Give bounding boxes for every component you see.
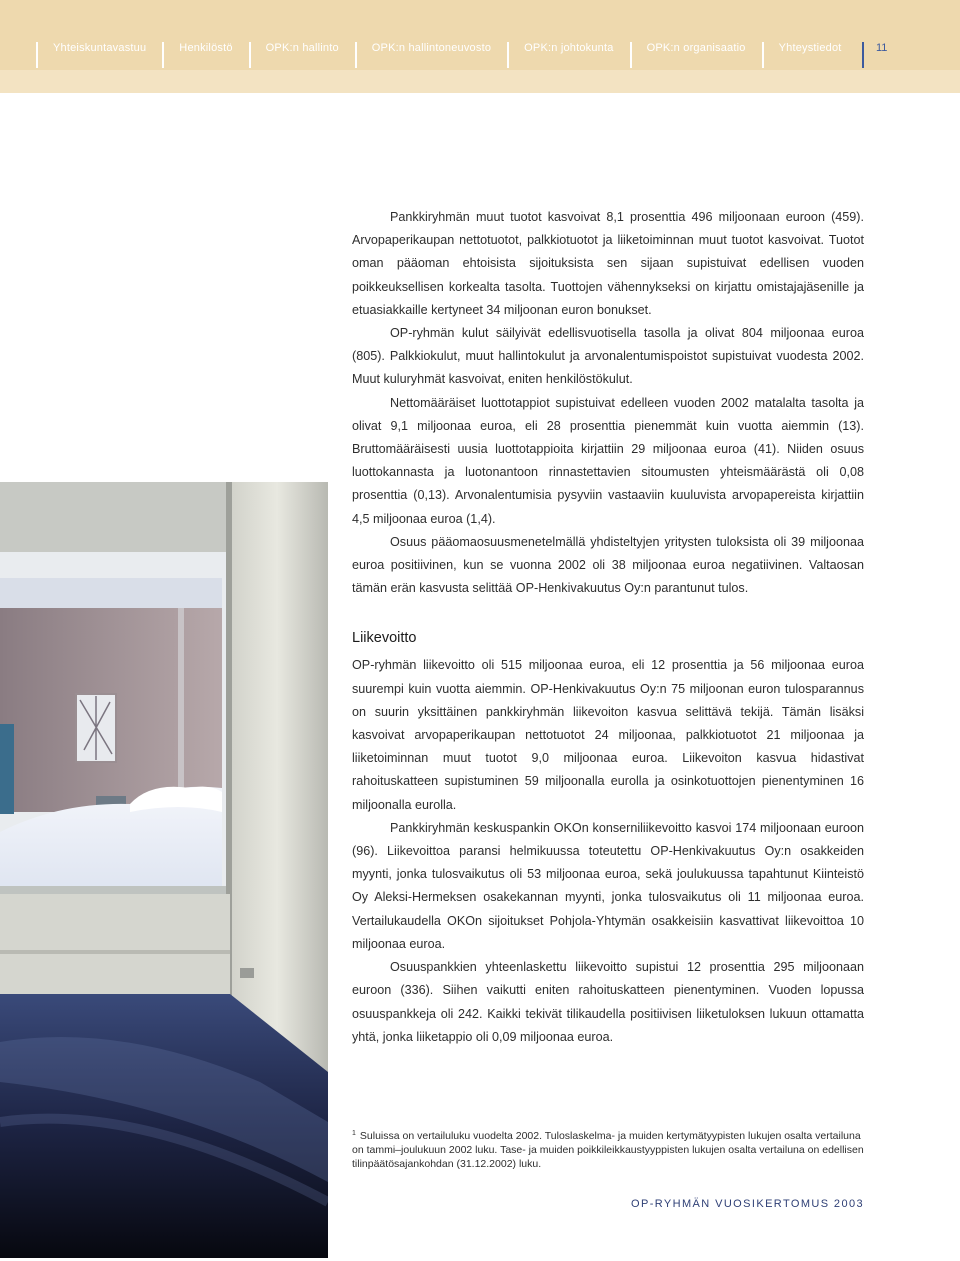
paragraph-costs: OP-ryhmän kulut säilyivät edellisvuotisella tasolla ja olivat 804 miljoonaa euroa (805). Palkkiokulut, muut hallintokulut ja arvonalentumispoistot supistuivat vuodesta 2002. Muut kuluryhmät kasvoivat, eniten henkilöstökulut.: [352, 326, 864, 387]
interior-window-photo: [0, 482, 328, 1258]
paragraph-credit-losses: Nettomääräiset luottotappiot supistuivat edelleen vuoden 2002 matalalta tasolta ja olivat 9,1 miljoonaa euroa, eli 28 prosenttia pienemmät kuin vuotta aiemmin (13). Bruttomääräisesti uusia luottotappioita kirjattiin 29 miljoonaa euroa (41). Niiden osuus luottokannasta ja luotonantoon rinnastettavien sitoumusten yhteismäärästä oli 0,08 prosenttia (0,13). Arvonalentumisia pysyviin vastaaviin kuuluvista arvopapereista kirjattiin 4,5 miljoonaa euroa (1,4).: [352, 395, 864, 526]
section-heading-liikevoitto: Liikevoitto: [352, 630, 417, 647]
paragraph-cooperative-banks: Osuuspankkien yhteenlaskettu liikevoitto supistui 12 prosenttia 295 miljoonaan euroon (336). Siihen vaikutti eniten rahoituskatteen pienentyminen. Vuoden lopussa osuuspankkeja oli 242. Kaikki tekivät tilikaudella positiivisen liiketuloksen lukuun ottamatta yhtä, jonka liiketappio oli 0,09 miljoonaa euroa.: [352, 960, 864, 1044]
paragraph-oko-profit: Pankkiryhmän keskuspankin OKOn konserniliikevoitto kasvoi 174 miljoonaan euroon (96). Liikevoittoa paransi helmikuussa toteutettu OP-Henkivakuutus Oy:n osakkeiden myynti, jonka tulosvaikutus oli 53 miljoonaa euroa, sekä joulukuussa tapahtunut Kiinteistö Oy Aleksi-Hermeksen osakekannan myynti, jonka tulosvaikutus oli 11 miljoonaa euroa. Vertailukaudella OKOn sijoitukset Pohjola-Yhtymän osakkeisiin kasvattivat liikevoittoa 10 miljoonaa euroa.: [352, 820, 864, 951]
footnote-marker: 1: [352, 1130, 356, 1137]
nav-item-yhteystiedot[interactable]: Yhteystiedot: [762, 42, 858, 68]
footnote-text: Suluissa on vertailuluku vuodelta 2002. Tuloslaskelma- ja muiden kertymätyypisten lukujen osalta vertailuna on tammi–joulukuun 2002 luku. Tase- ja muiden poikkileikkaustyyppisten lukujen osalta vertailuna on edellisen tilinpäätösajankohdan (31.12.2002) luku.: [352, 1130, 864, 1170]
paragraph-associates: Osuus pääomaosuusmenetelmällä yhdisteltyjen yritysten tuloksista oli 39 miljoonaa euroa positiivinen, kun se vuonna 2002 oli 38 miljoonaa euroa negatiivinen. Valtaosan tämän erän kasvusta selittää OP-Henkivakuutus Oy:n parantunut tulos.: [352, 534, 864, 596]
footnote: [352, 1127, 864, 1171]
header-bar: [0, 0, 960, 93]
nav-item-opk-hallinto[interactable]: OPK:n hallinto: [249, 42, 355, 68]
nav-item-opk-organisaatio[interactable]: OPK:n organisaatio: [630, 42, 762, 68]
footer-title: OP-RYHMÄN VUOSIKERTOMUS 2003: [631, 1198, 864, 1210]
paragraph-operating-profit: OP-ryhmän liikevoitto oli 515 miljoonaa euroa, eli 12 prosenttia ja 56 miljoonaa euroa suurempi kuin vuotta aiemmin. OP-Henkivakuutus Oy:n 75 miljoonan euron tulosparannus on suurin yksittäinen pankkiryhmän liikevoiton kasvua selittävä tekijä. Tämän lisäksi kasvoivat arvopaperikaupan nettotuotot 24 miljoonaa, palkkiotuotot 21 miljoonaa ja liiketoiminnan muut tuotot 9,0 miljoonaa euroa. Liikevoiton kasvua hidastivat rahoituskatteen supistuminen 59 miljoonalla eurolla ja osinkotuottojen pienentyminen 16 miljoonalla eurolla.: [352, 658, 864, 812]
top-nav: [36, 42, 858, 68]
photo-illustration: [0, 482, 328, 1258]
main-text-column: [352, 206, 864, 1049]
nav-item-yhteiskuntavastuu[interactable]: Yhteiskuntavastuu: [36, 42, 162, 68]
nav-item-opk-johtokunta[interactable]: OPK:n johtokunta: [507, 42, 629, 68]
nav-item-opk-hallintoneuvosto[interactable]: OPK:n hallintoneuvosto: [355, 42, 507, 68]
paragraph-other-income: Pankkiryhmän muut tuotot kasvoivat 8,1 prosenttia 496 miljoonaan euroon (459). Arvopaperikaupan nettotuotot, palkkiotuotot ja liiketoiminnan muut tuotot kasvoivat. Tuotot oman pääoman ehtoisista sijoituksista sen sijaan supistuivat edellisen vuoden poikkeuksellisen korkealta tasolta. Tuottojen vähennykseksi on kirjattu omistajajäsenille ja etuasiakkaille kertyneet 34 miljoonan euron bonukset.: [352, 210, 864, 317]
nav-item-henkilosto[interactable]: Henkilöstö: [162, 42, 248, 68]
page-number: 11: [862, 42, 887, 68]
